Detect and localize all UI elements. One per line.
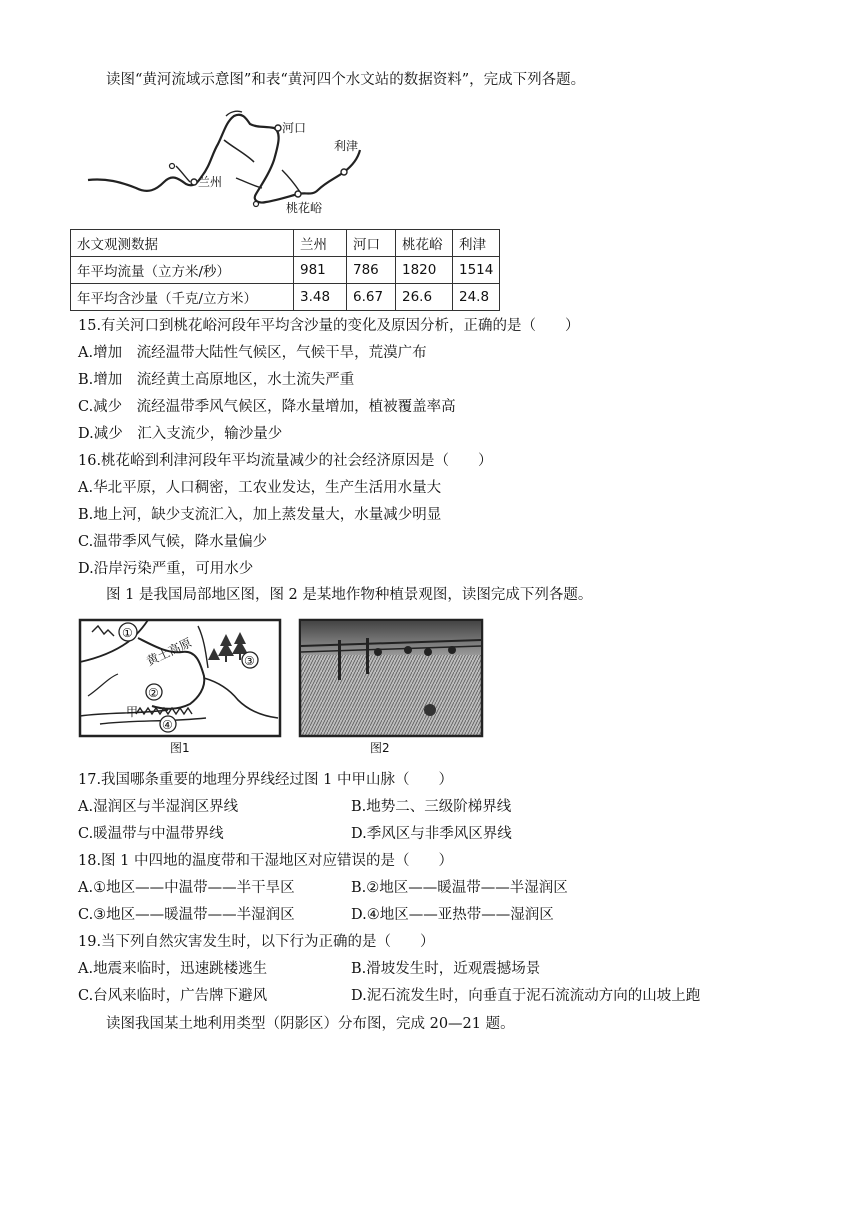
- question-15-option-b: B.增加 流经黄土高原地区，水土流失严重: [78, 372, 355, 388]
- yellow-river-line: [88, 115, 360, 203]
- marker-1: ①: [122, 626, 133, 640]
- question-18-option-d: D.④地区——亚热带——湿润区: [351, 907, 554, 923]
- question-15-option-d: D.减少 汇入支流少，输沙量少: [78, 426, 283, 442]
- table-cell: 年平均含沙量（千克/立方米）: [71, 284, 294, 311]
- marker-4: ④: [162, 718, 173, 732]
- intro-text-1: 读图“黄河流域示意图”和表“黄河四个水文站的数据资料”，完成下列各题。: [106, 72, 586, 88]
- question-15-stem: 15.有关河口到桃花峪河段年平均含沙量的变化及原因分析，正确的是（ ）: [78, 318, 580, 334]
- jia-label: 甲: [126, 705, 139, 719]
- question-15-option-a: A.增加 流经温带大陆性气候区，气候干旱，荒漠广布: [78, 345, 427, 361]
- yellow-river-map: [86, 108, 376, 218]
- question-16-option-d: D.沿岸污染严重，可用水少: [78, 561, 254, 577]
- question-18-option-b: B.②地区——暖温带——半湿润区: [351, 880, 568, 896]
- figure-1-regional-map: [78, 618, 284, 756]
- table-row: [71, 284, 500, 311]
- table-cell: 786: [347, 257, 396, 284]
- table-header-row: [71, 230, 500, 257]
- figure-1-caption: 图1: [170, 741, 190, 755]
- question-17-option-b: B.地势二、三级阶梯界线: [351, 799, 512, 815]
- figure-2-caption: 图2: [370, 741, 390, 755]
- intro-text-3: 读图我国某土地利用类型（阴影区）分布图，完成 20—21 题。: [106, 1016, 515, 1032]
- label-taohuayu: 桃花峪: [286, 201, 323, 215]
- question-19-option-d: D.泥石流发生时，向垂直于泥石流流动方向的山坡上跑: [351, 988, 701, 1004]
- label-hekou: 河口: [282, 121, 307, 135]
- question-16-stem: 16.桃花峪到利津河段年平均流量减少的社会经济原因是（ ）: [78, 453, 493, 469]
- label-lanzhou: 兰州: [198, 175, 223, 189]
- question-19-stem: 19.当下列自然灾害发生时，以下行为正确的是（ ）: [78, 934, 435, 950]
- table-cell: 1820: [396, 257, 453, 284]
- table-cell: 24.8: [453, 284, 500, 311]
- question-19-option-a: A.地震来临时，迅速跳楼逃生: [78, 961, 268, 977]
- question-18-stem: 18.图 1 中四地的温度带和干湿地区对应错误的是（ ）: [78, 853, 454, 869]
- table-header-cell: 桃花峪: [396, 230, 453, 257]
- question-16-option-b: B.地上河，缺少支流汇入，加上蒸发量大，水量减少明显: [78, 507, 442, 523]
- question-15-option-c: C.减少 流经温带季风气候区，降水量增加，植被覆盖率高: [78, 399, 456, 415]
- question-19-option-b: B.滑坡发生时，近观震撼场景: [351, 961, 541, 977]
- question-17-option-c: C.暖温带与中温带界线: [78, 826, 224, 842]
- question-16-option-c: C.温带季风气候，降水量偏少: [78, 534, 268, 550]
- question-18-option-a: A.①地区——中温带——半干旱区: [78, 880, 295, 896]
- question-17-option-a: A.湿润区与半湿润区界线: [78, 799, 239, 815]
- table-header-cell: 兰州: [294, 230, 347, 257]
- table-cell: 3.48: [294, 284, 347, 311]
- table-header-cell: 水文观测数据: [71, 230, 294, 257]
- hydrology-table: [70, 229, 500, 311]
- marker-3: ③: [244, 654, 255, 668]
- label-lijin: 利津: [334, 139, 359, 153]
- intro-text-2: 图 1 是我国局部地区图，图 2 是某地作物种植景观图，读图完成下列各题。: [106, 587, 593, 603]
- question-19-option-c: C.台风来临时，广告牌下避风: [78, 988, 268, 1004]
- table-cell: 981: [294, 257, 347, 284]
- question-18-option-c: C.③地区——暖温带——半湿润区: [78, 907, 295, 923]
- question-17-option-d: D.季风区与非季风区界线: [351, 826, 512, 842]
- table-row: [71, 257, 500, 284]
- question-17-stem: 17.我国哪条重要的地理分界线经过图 1 中甲山脉（ ）: [78, 772, 454, 788]
- table-cell: 1514: [453, 257, 500, 284]
- loess-plateau-label: 黄土高原: [144, 635, 194, 669]
- marker-2: ②: [148, 686, 159, 700]
- table-cell: 6.67: [347, 284, 396, 311]
- figure-2-crop-photo: [298, 618, 484, 756]
- table-cell: 年平均流量（立方米/秒）: [71, 257, 294, 284]
- table-cell: 26.6: [396, 284, 453, 311]
- question-16-option-a: A.华北平原，人口稠密，工农业发达，生产生活用水量大: [78, 480, 442, 496]
- table-header-cell: 河口: [347, 230, 396, 257]
- table-header-cell: 利津: [453, 230, 500, 257]
